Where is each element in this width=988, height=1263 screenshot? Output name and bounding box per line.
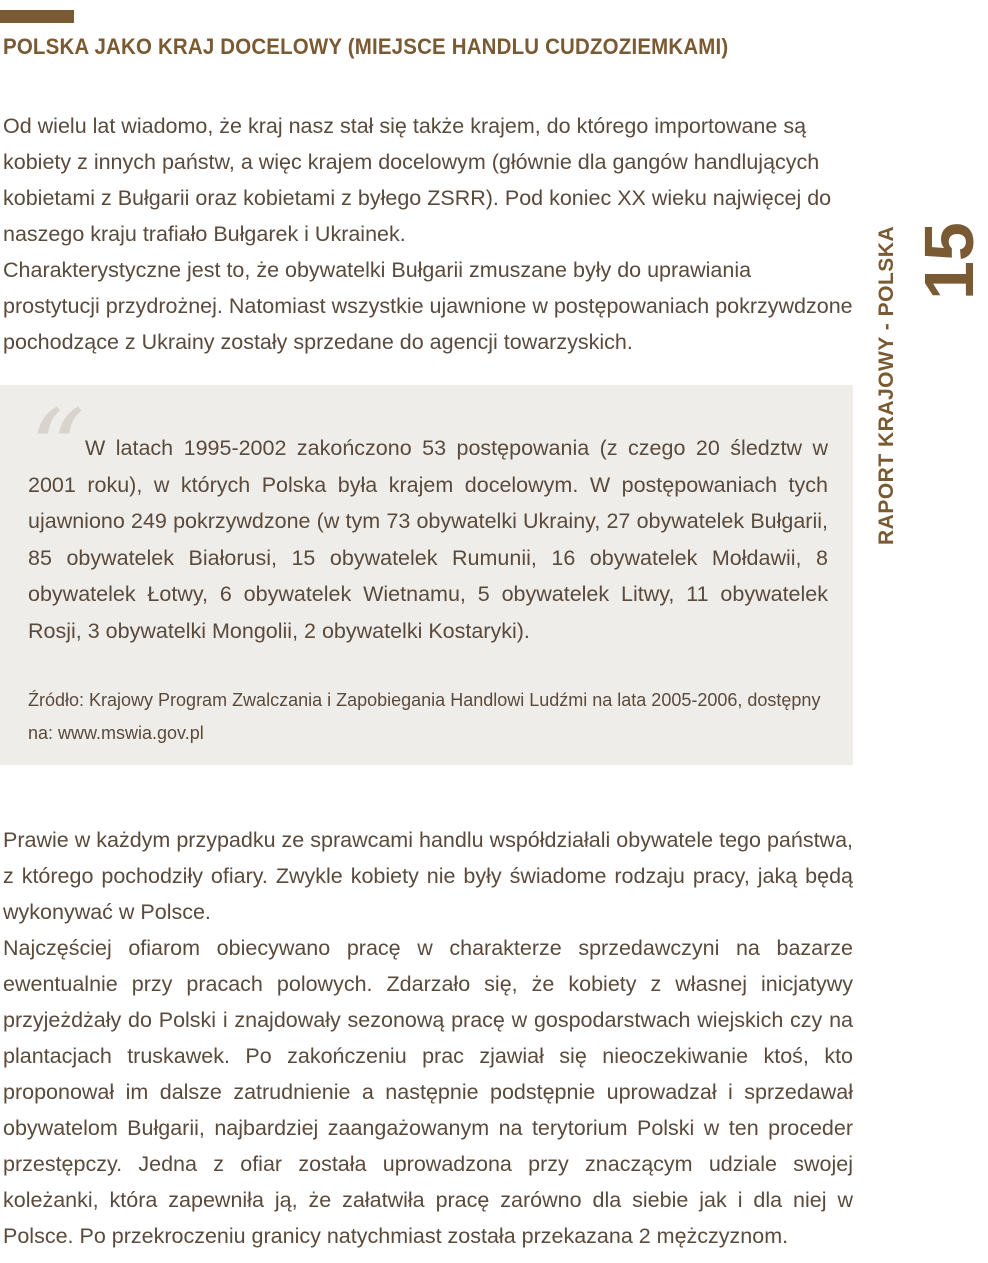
side-running-header: RAPORT KRAJOWY - POLSKA [875, 225, 898, 545]
quote-text: W latach 1995-2002 zakończono 53 postępowania (z czego 20 śledztw w 2001 roku), w których Polska była krajem docelowym. W postępowaniach tych ujawniono 249 pokrzywdzone (w tym 73 obywatelki Ukrainy, 27 obywatelek Bułgarii, 85 obywatelek Białorusi, 15 obywatelek Rumunii, 16 obywatelek Mołdawii, 8 obywatelek Łotwy, 6 obywatelek Wietnamu, 5 obywatelek Litwy, 11 obywatelek Rosji, 3 obywatelki Mongolii, 2 obywatelki Kostaryki). [28, 436, 828, 643]
header-accent-bar [0, 10, 74, 23]
source-citation: Źródło: Krajowy Program Zwalczania i Zapobiegania Handlowi Ludźmi na lata 2005-2006, dostępny na: www.mswia.gov.pl [28, 690, 821, 743]
body-paragraph: Prawie w każdym przypadku ze sprawcami handlu współdziałali obywatele tego państwa, z którego pochodziły ofiary. Zwykle kobiety nie były świadome rodzaju pracy, jaką będą wykonywać w Polsce. [3, 828, 853, 924]
intro-paragraph: Od wielu lat wiadomo, że kraj nasz stał się także krajem, do którego importowane są kobiety z innych państw, a więc krajem docelowym (głównie dla gangów handlujących kobietami z Bułgarii oraz kobietami z byłego ZSRR). Pod koniec XX wieku najwięcej do naszego kraju trafiało Bułgarek i Ukrainek. [3, 114, 832, 246]
body-text [3, 822, 853, 1254]
intro-text [3, 108, 853, 360]
page-number: 15 [910, 222, 988, 300]
section-heading: POLSKA JAKO KRAJ DOCELOWY (MIEJSCE HANDLU CUDZOZIEMKAMI) [3, 34, 729, 59]
body-paragraph: Najczęściej ofiarom obiecywano pracę w charakterze sprzedawczyni na bazarze ewentualnie przy pracach polowych. Zdarzało się, że kobiety z własnej inicjatywy przyjeżdżały do Polski i znajdowały sezonową pracę w gospodarstwach wiejskich czy na plantacjach truskawek. Po zakończeniu prac zjawiał się nieoczekiwanie ktoś, kto proponował im dalsze zatrudnienie a następnie podstępnie uprowadzał i sprzedawał obywatelom Bułgarii, najbardziej zaangażowanym na terytorium Polski w ten proceder przestępczy. Jedna z ofiar została uprowadzona przy znaczącym udziale swojej koleżanki, która zapewniła ją, że załatwiła pracę zarówno dla siebie jak i dla niej w Polsce. Po przekroczeniu granicy natychmiast została przekazana 2 mężczyznom. [3, 936, 853, 1248]
quote-mark: “ [29, 386, 86, 514]
intro-paragraph: Charakterystyczne jest to, że obywatelki Bułgarii zmuszane były do uprawiania prostytucji przydrożnej. Natomiast wszystkie ujawnione w postępowaniach pokrzywdzone pochodzące z Ukrainy zostały sprzedane do agencji towarzyskich. [3, 258, 853, 354]
